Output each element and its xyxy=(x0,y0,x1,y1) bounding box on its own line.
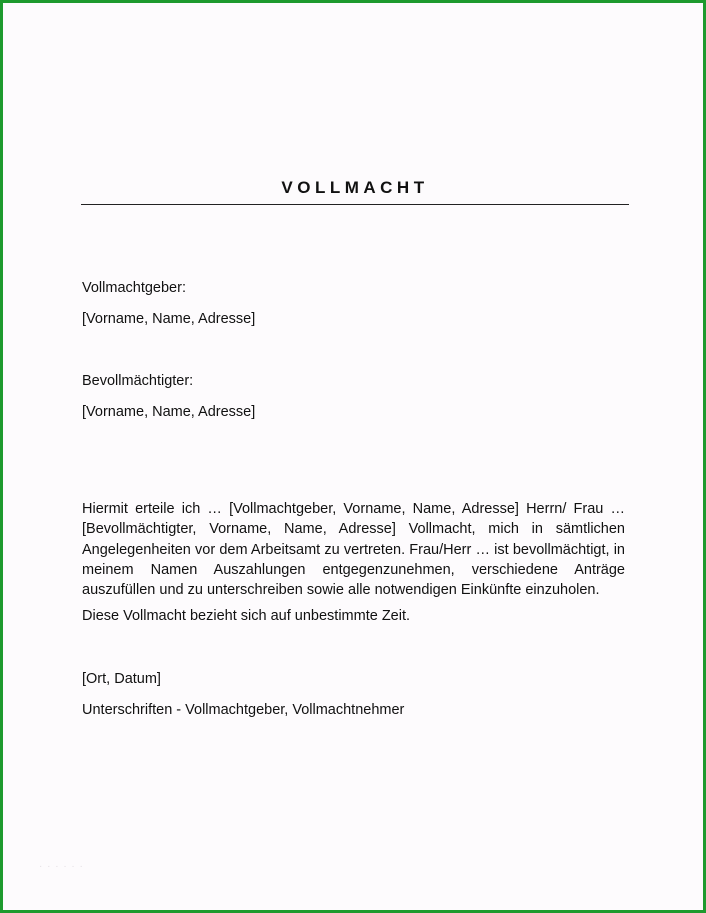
title-underline xyxy=(81,204,629,205)
attorney-label: Bevollmächtigter: xyxy=(82,373,194,389)
signature-line: Unterschriften - Vollmachtgeber, Vollmachtnehmer xyxy=(82,702,405,718)
validity-statement: Diese Vollmacht bezieht sich auf unbestimmte Zeit. xyxy=(82,608,411,624)
authorization-paragraph: Hiermit erteile ich … [Vollmachtgeber, Vorname, Name, Adresse] Herrn/ Frau … [Bevollmächtigter, Vorname, Name, Adresse] Vollmacht, mich in sämtlichen Angelegenheiten vor dem Arbeitsamt zu vertreten. Frau/Herr … ist bevollmächtigt, in meinem Namen Auszahlungen entgegenzunehmen, verschiedene Anträge auszufüllen und zu unterschreiben sowie alle notwendigen Einkünfte einzuholen. xyxy=(82,501,625,599)
grantor-placeholder: [Vorname, Name, Adresse] xyxy=(82,311,256,327)
attorney-placeholder: [Vorname, Name, Adresse] xyxy=(82,404,256,420)
grantor-label: Vollmachtgeber: xyxy=(82,280,186,296)
document-page xyxy=(3,3,703,910)
document-title: VOLLMACHT xyxy=(281,178,429,197)
faint-watermark: · · · · · · xyxy=(39,861,84,872)
place-date-field: [Ort, Datum] xyxy=(82,671,161,687)
